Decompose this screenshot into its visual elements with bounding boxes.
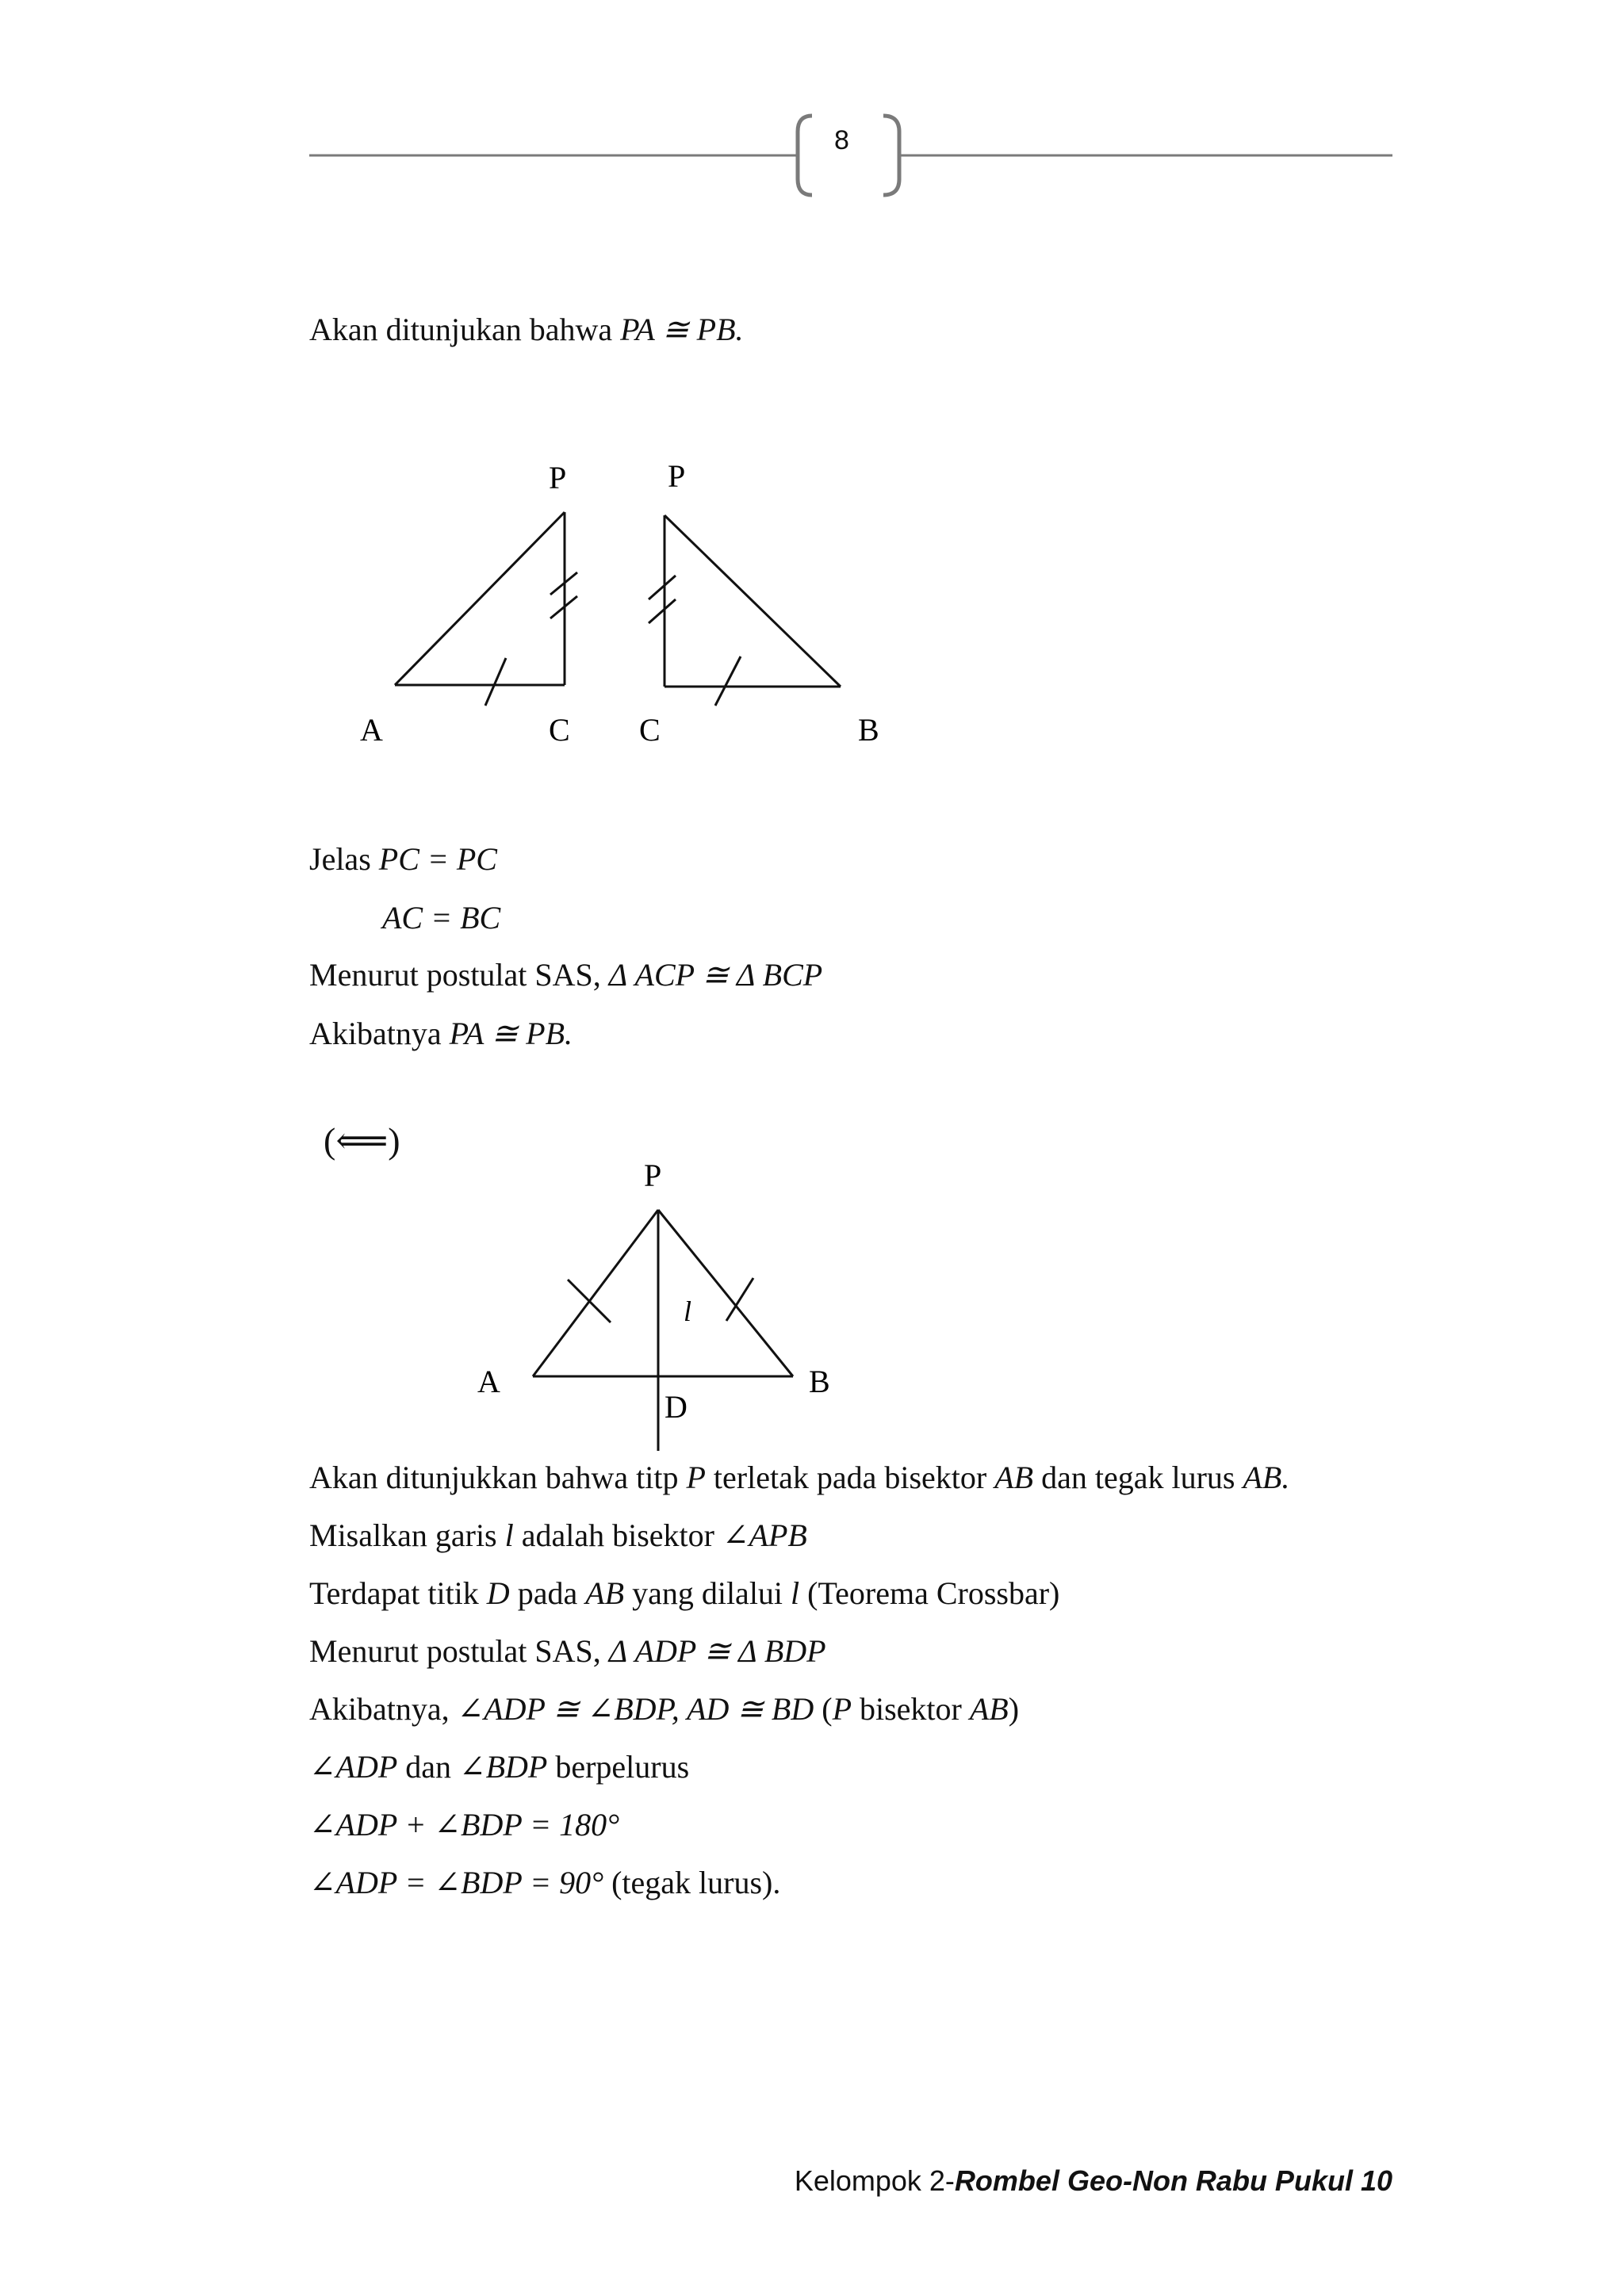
proof2-line4: Menurut postulat SAS, Δ ADP ≅ Δ BDP [309, 1633, 826, 1669]
label-b: B [858, 712, 879, 748]
proof1-line4: Akibatnya PA ≅ PB. [309, 1016, 573, 1051]
label-d: D [665, 1389, 688, 1425]
segment-pb [658, 1210, 793, 1376]
label-p-left: P [549, 460, 567, 496]
converse-arrow: (⟸) [324, 1120, 400, 1161]
proof2-line1: Akan ditunjukkan bahwa titp P terletak pada bisektor AB dan tegak lurus AB. [309, 1460, 1290, 1495]
proof2-line6: ∠ADP dan ∠BDP berpelurus [309, 1749, 690, 1785]
label-c-left: C [549, 712, 570, 748]
proof2-line8: ∠ADP = ∠BDP = 90° (tegak lurus). [309, 1865, 781, 1900]
proof2-line5: Akibatnya, ∠ADP ≅ ∠BDP, AD ≅ BD (P bisektor AB) [309, 1691, 1020, 1727]
label-p-right: P [668, 458, 686, 494]
page-footer: Kelompok 2-Rombel Geo-Non Rabu Pukul 10 [794, 2164, 1392, 2197]
proof1-line2: AC = BC [382, 900, 501, 936]
proof1-line3: Menurut postulat SAS, Δ ACP ≅ Δ BCP [309, 957, 823, 993]
proof1-line1: Jelas PC = PC [309, 841, 497, 877]
proof2-line3: Terdapat titik D pada AB yang dilalui l (Teorema Crossbar) [309, 1575, 1060, 1611]
label-a: A [477, 1364, 500, 1399]
intro-statement: Akan ditunjukan bahwa PA ≅ PB. [309, 312, 744, 347]
label-b: B [809, 1364, 830, 1399]
proof2-line2: Misalkan garis l adalah bisektor ∠APB [309, 1517, 807, 1553]
label-p: P [644, 1158, 662, 1193]
label-c-right: C [639, 712, 661, 748]
label-line-l: l [684, 1295, 692, 1327]
segment-pa [533, 1210, 658, 1376]
label-a: A [360, 712, 383, 748]
page-number: 8 [834, 125, 849, 155]
proof2-line7: ∠ADP + ∠BDP = 180° [309, 1807, 620, 1843]
